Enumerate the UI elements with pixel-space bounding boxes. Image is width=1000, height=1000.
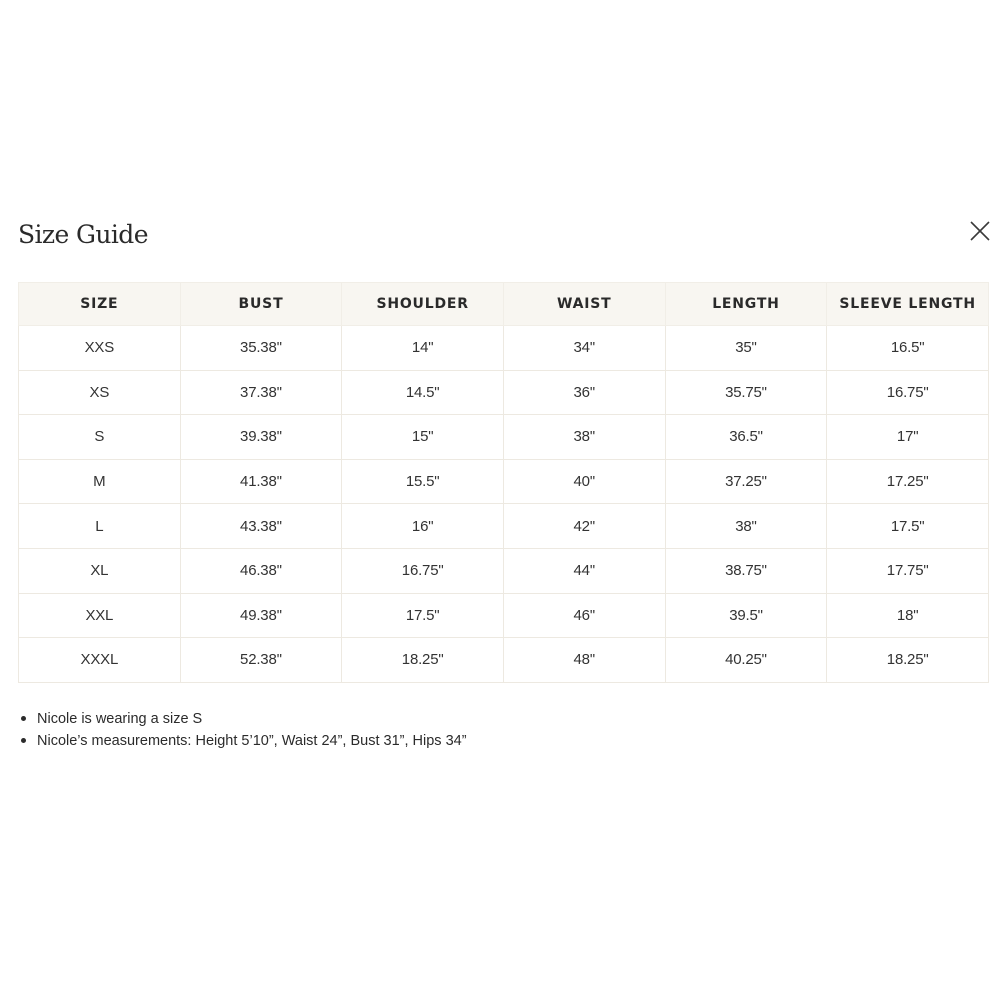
- fit-notes-list: [18, 708, 467, 752]
- table-cell: 14": [342, 326, 504, 371]
- table-cell: 40'': [503, 459, 665, 504]
- table-row: [19, 638, 989, 683]
- table-cell: 39.5": [665, 593, 827, 638]
- table-cell: 35": [665, 326, 827, 371]
- table-cell: 15": [342, 415, 504, 460]
- table-cell: 16.75": [827, 370, 989, 415]
- table-cell: 14.5": [342, 370, 504, 415]
- table-row: [19, 504, 989, 549]
- column-header: BUST: [180, 283, 342, 326]
- table-cell: 43.38'': [180, 504, 342, 549]
- table-cell: XXS: [19, 326, 181, 371]
- table-cell: 37.38'': [180, 370, 342, 415]
- size-table: [18, 282, 989, 683]
- table-cell: 42'': [503, 504, 665, 549]
- column-header: SIZE: [19, 283, 181, 326]
- bullet-icon: [21, 716, 26, 721]
- table-cell: L: [19, 504, 181, 549]
- note-text: Nicole’s measurements: Height 5’10”, Waist 24”, Bust 31”, Hips 34”: [37, 733, 467, 749]
- table-cell: 36.5": [665, 415, 827, 460]
- modal-title: Size Guide: [18, 220, 148, 249]
- table-cell: 44'': [503, 548, 665, 593]
- table-cell: 46.38'': [180, 548, 342, 593]
- table-cell: 46'': [503, 593, 665, 638]
- table-cell: 48'': [503, 638, 665, 683]
- size-table-container: [18, 282, 989, 683]
- table-cell: 16": [342, 504, 504, 549]
- table-cell: 17.5": [827, 504, 989, 549]
- column-header: SHOULDER: [342, 283, 504, 326]
- table-row: [19, 370, 989, 415]
- column-header: WAIST: [503, 283, 665, 326]
- table-cell: XL: [19, 548, 181, 593]
- table-cell: 18": [827, 593, 989, 638]
- bullet-icon: [21, 738, 26, 743]
- note-text: Nicole is wearing a size S: [37, 711, 203, 727]
- table-cell: 17": [827, 415, 989, 460]
- table-cell: 40.25": [665, 638, 827, 683]
- table-row: [19, 415, 989, 460]
- column-header: SLEEVE LENGTH: [827, 283, 989, 326]
- table-cell: 17.25": [827, 459, 989, 504]
- table-cell: 17.75": [827, 548, 989, 593]
- close-button[interactable]: [967, 218, 993, 244]
- table-cell: XXXL: [19, 638, 181, 683]
- table-cell: 39.38'': [180, 415, 342, 460]
- table-row: [19, 548, 989, 593]
- table-cell: XS: [19, 370, 181, 415]
- table-cell: 17.5": [342, 593, 504, 638]
- table-cell: 15.5": [342, 459, 504, 504]
- table-header-row: [19, 283, 989, 326]
- table-cell: 18.25": [342, 638, 504, 683]
- table-row: [19, 459, 989, 504]
- table-cell: 18.25": [827, 638, 989, 683]
- table-cell: 38.75": [665, 548, 827, 593]
- table-cell: 52.38'': [180, 638, 342, 683]
- table-cell: 34'': [503, 326, 665, 371]
- list-item: [18, 730, 467, 752]
- table-cell: 41.38'': [180, 459, 342, 504]
- table-cell: 38'': [503, 415, 665, 460]
- list-item: [18, 708, 467, 730]
- table-cell: 49.38'': [180, 593, 342, 638]
- table-row: [19, 593, 989, 638]
- table-cell: S: [19, 415, 181, 460]
- table-cell: 36'': [503, 370, 665, 415]
- table-cell: 35.75": [665, 370, 827, 415]
- table-cell: 16.75": [342, 548, 504, 593]
- table-cell: 38": [665, 504, 827, 549]
- table-cell: 16.5": [827, 326, 989, 371]
- table-cell: 37.25": [665, 459, 827, 504]
- table-row: [19, 326, 989, 371]
- table-cell: XXL: [19, 593, 181, 638]
- table-cell: 35.38'': [180, 326, 342, 371]
- table-cell: M: [19, 459, 181, 504]
- close-icon: [967, 218, 993, 244]
- column-header: LENGTH: [665, 283, 827, 326]
